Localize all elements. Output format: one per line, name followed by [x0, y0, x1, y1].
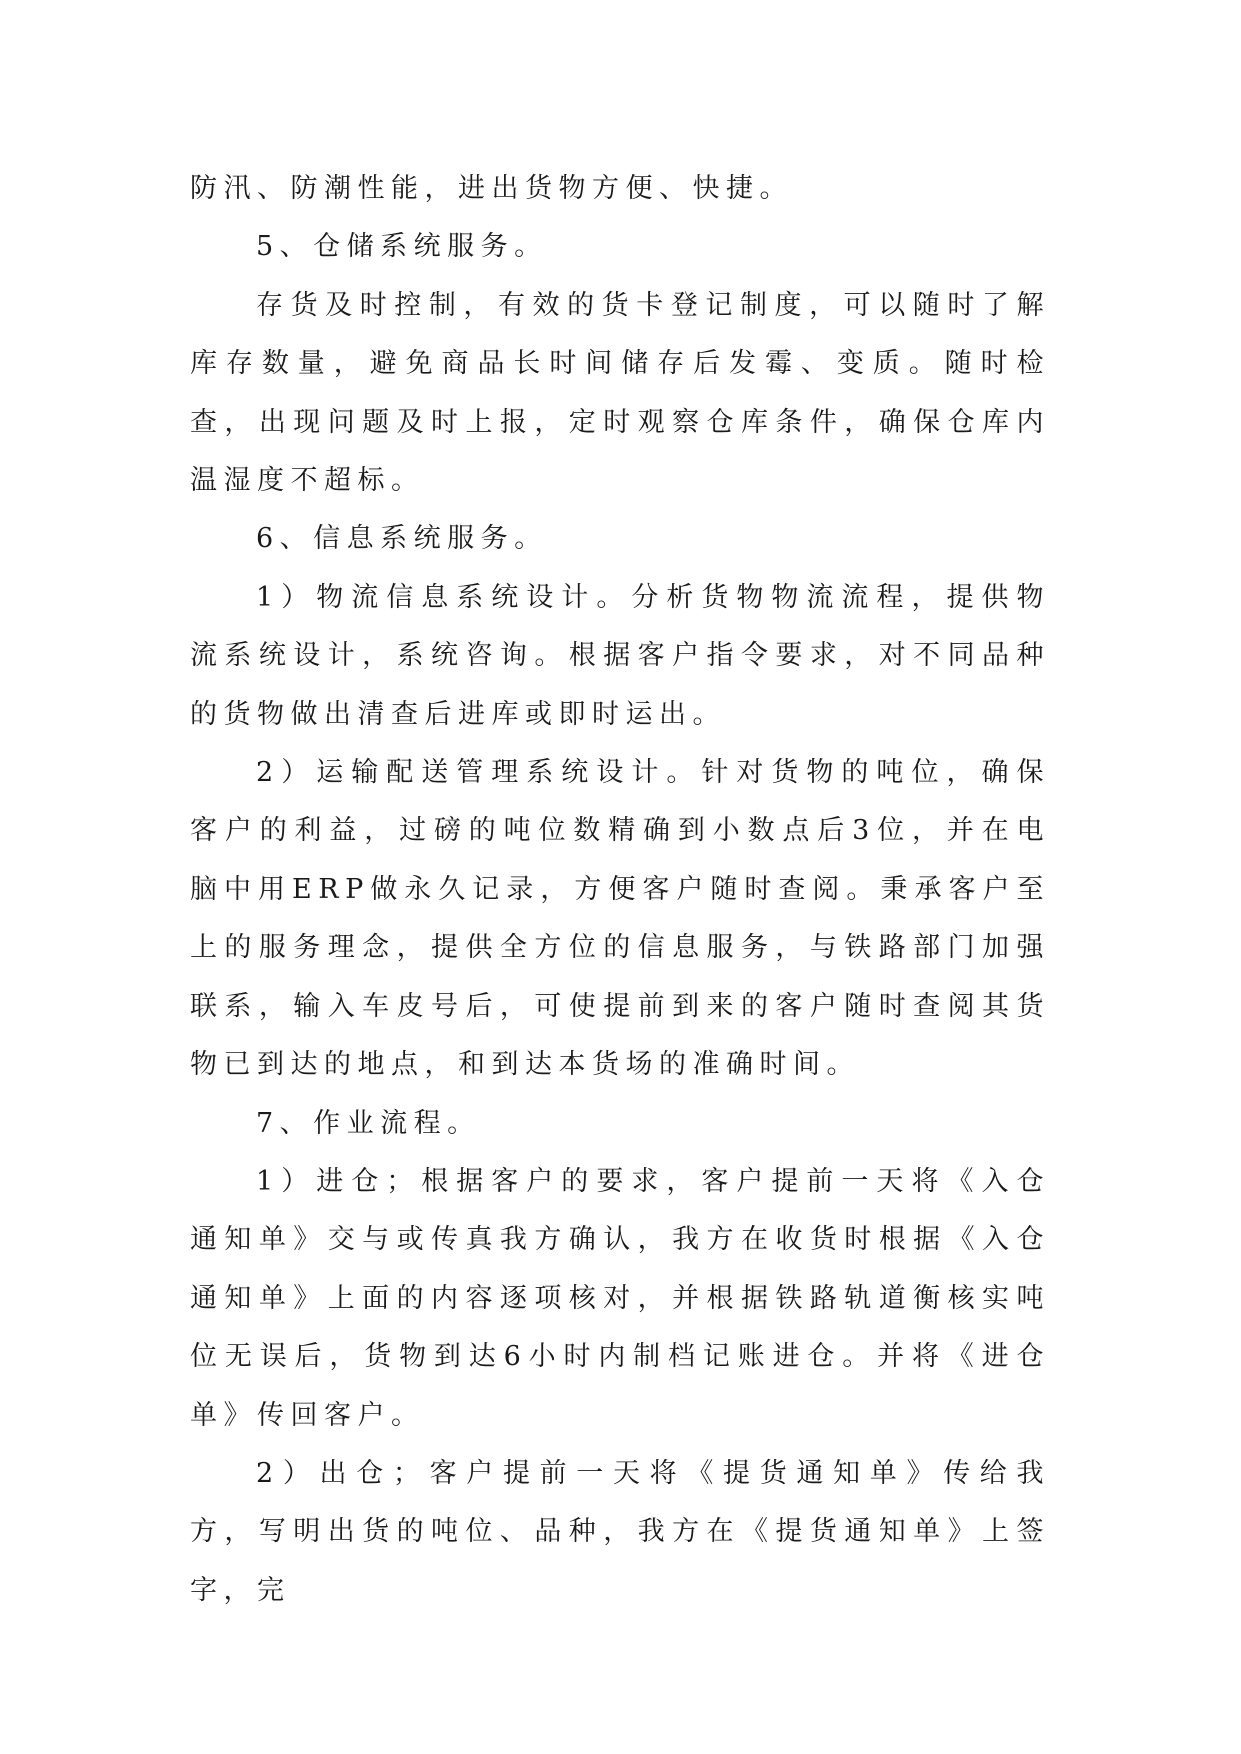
paragraph-transport-design: 2）运输配送管理系统设计。针对货物的吨位，确保客户的利益，过磅的吨位数精确到小数点后3位，并在电脑中用ERP做永久记录，方便客户随时查阅。秉承客户至上的服务理念，提供全方位的信息服务，与铁路部门加强联系，输入车皮号后，可使提前到来的客户随时查阅其货物已到达的地点，和到达本货场的准确时间。 [190, 757, 1050, 1081]
paragraph-warehouse-body: 存货及时控制，有效的货卡登记制度，可以随时了解库存数量，避免商品长时间储存后发霉、变质。随时检查，出现问题及时上报，定时观察仓库条件，确保仓库内温湿度不超标。 [190, 289, 1050, 497]
document-page [190, 160, 1050, 1620]
section-heading-warehouse: 5、仓储系统服务。 [256, 231, 548, 263]
paragraph-continuation: 防汛、防潮性能，进出货物方便、快捷。 [190, 173, 793, 204]
section-heading-workflow: 7、作业流程。 [256, 1107, 481, 1139]
section-heading-information: 6、信息系统服务。 [256, 523, 548, 555]
paragraph-outbound: 2）出仓；客户提前一天将《提货通知单》传给我方，写明出货的吨位、品种，我方在《提货通知单》上签字，完 [190, 1457, 1050, 1606]
paragraph-logistics-design: 1）物流信息系统设计。分析货物物流流程，提供物流系统设计，系统咨询。根据客户指令要求，对不同品种的货物做出清查后进库或即时运出。 [190, 581, 1050, 730]
paragraph-inbound: 1）进仓；根据客户的要求，客户提前一天将《入仓通知单》交与或传真我方确认，我方在收货时根据《入仓通知单》上面的内容逐项核对，并根据铁路轨道衡核实吨位无误后，货物到达6小时内制档记账进仓。并将《进仓单》传回客户。 [190, 1165, 1050, 1431]
